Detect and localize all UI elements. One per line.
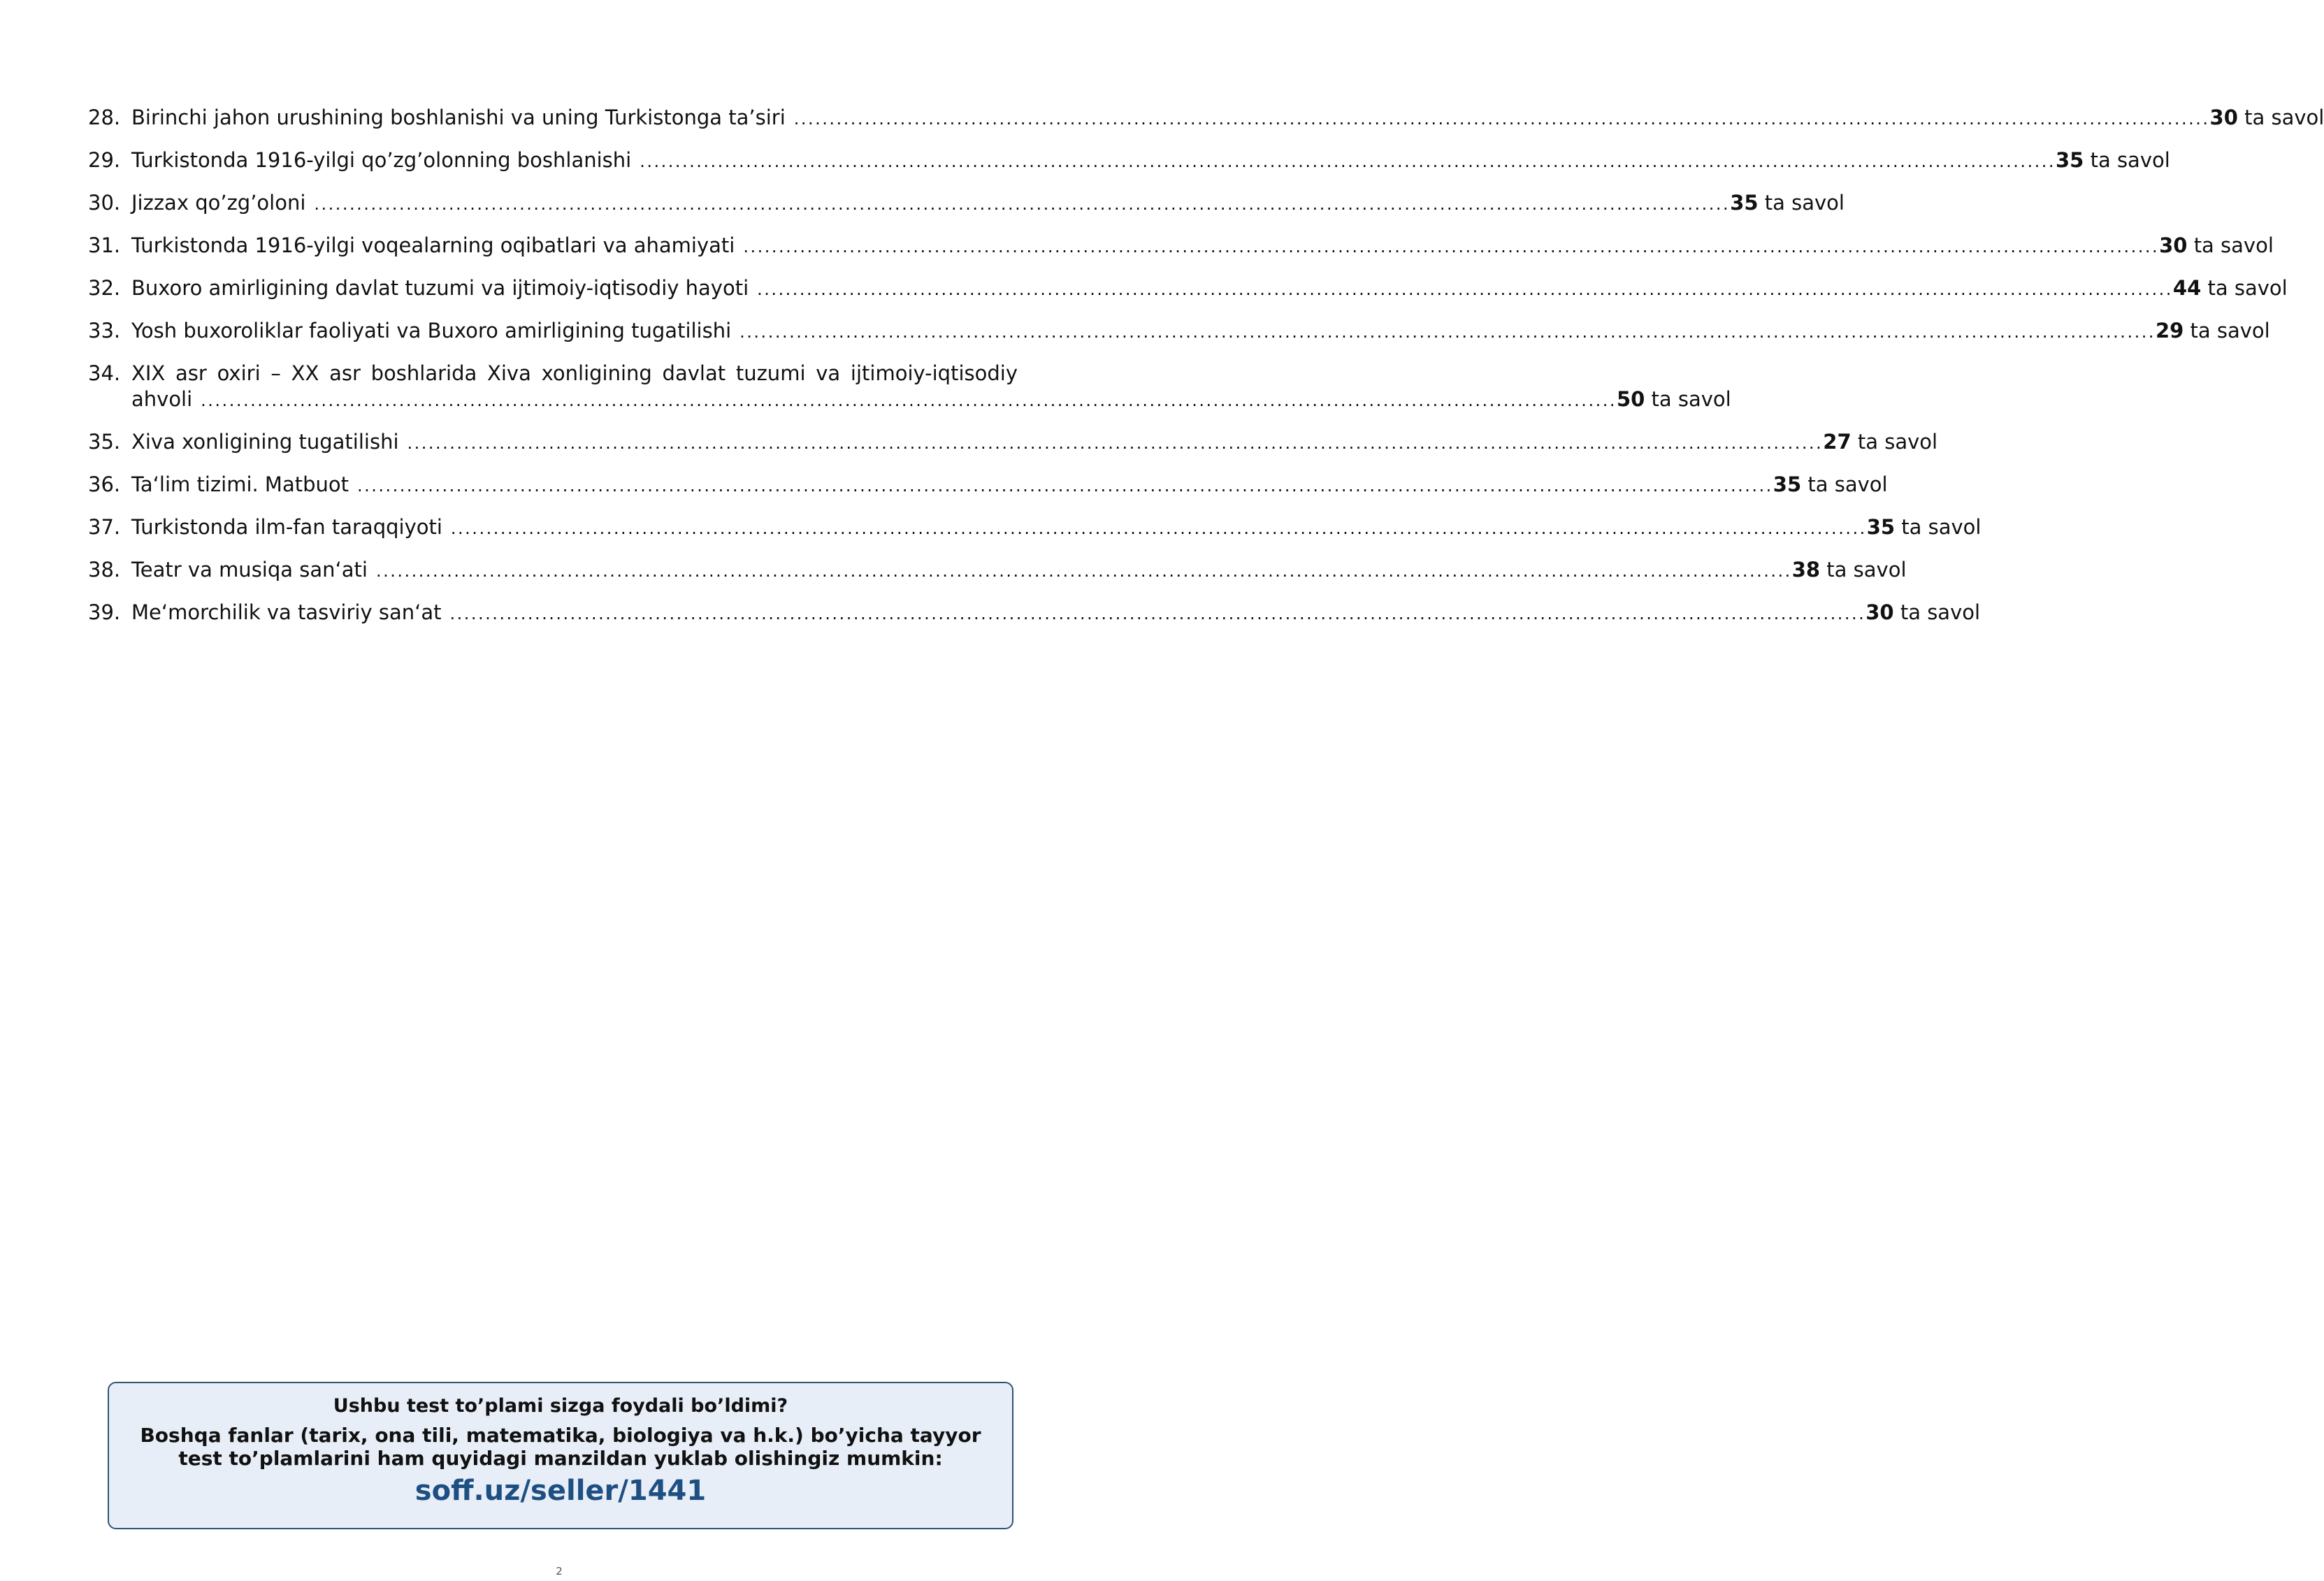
toc-item-title: Turkistonda 1916-yilgi voqealarning oqibatlari va ahamiyati [131, 233, 735, 257]
toc-item [88, 472, 1888, 499]
question-count: 44 [2172, 276, 2202, 300]
toc-item [88, 275, 2288, 303]
toc-item-title: Xiva xonligining tugatilishi [131, 430, 399, 454]
dot-leader: ........................................................................................................................................................................................................ [201, 391, 1617, 410]
toc-item-count [1823, 429, 1937, 455]
toc-item [88, 190, 1845, 217]
toc-item-count [2210, 105, 2324, 131]
count-suffix: ta savol [2193, 233, 2274, 257]
count-suffix: ta savol [2190, 319, 2270, 342]
count-suffix: ta savol [1900, 600, 1981, 624]
question-count: 35 [1773, 472, 1802, 496]
count-suffix: ta savol [1901, 515, 1982, 539]
toc-item-number: 31. [88, 233, 121, 257]
question-count: 30 [2209, 106, 2238, 129]
toc-item [88, 600, 1981, 627]
dot-leader: ........................................................................................................................................................................................................ [357, 476, 1773, 496]
toc-item-number: 28. [88, 106, 121, 129]
toc-item-count [1865, 600, 1980, 626]
question-count: 38 [1791, 558, 1821, 582]
toc-item-number: 35. [88, 430, 121, 454]
toc-item-number: 38. [88, 558, 121, 582]
dot-leader: ........................................................................................................................................................................................................ [757, 280, 2173, 299]
dot-leader: ........................................................................................................................................................................................................ [450, 519, 1867, 538]
question-count: 27 [1823, 430, 1852, 454]
promo-box [108, 1382, 1013, 1529]
dot-leader: ........................................................................................................................................................................................................ [793, 109, 2210, 129]
page-number: 2 [556, 1565, 563, 1578]
toc-item-title: Buxoro amirligining davlat tuzumi va ijtimoiy-iqtisodiy hayoti [131, 276, 749, 300]
count-suffix: ta savol [2207, 276, 2288, 300]
dot-leader: ........................................................................................................................................................................................................ [739, 322, 2156, 342]
toc-item-title-continuation: ahvoli [131, 387, 193, 411]
toc-item-title: Jizzax qo’zg’oloni [131, 191, 306, 215]
toc-item-count [2159, 233, 2274, 259]
toc-item-number: 37. [88, 515, 121, 539]
toc-item-title: Turkistonda ilm-fan taraqqiyoti [131, 515, 442, 539]
count-suffix: ta savol [1807, 472, 1888, 496]
count-suffix: ta savol [2090, 148, 2170, 172]
promo-text: Boshqa fanlar (tarix, ona tili, matematika, biologiya va h.k.) bo’yicha tayyor test to’plamlarini ham quyidagi manzildan yuklab olishingiz mumkin: [140, 1424, 981, 1470]
toc-item-count [1730, 190, 1845, 216]
toc-item-title: Turkistonda 1916-yilgi qo’zg’olonning boshlanishi [131, 148, 632, 172]
toc-item-count [1773, 472, 1888, 498]
count-suffix: ta savol [1651, 387, 1731, 411]
question-count: 35 [1730, 191, 1759, 215]
toc-item [88, 514, 1982, 542]
toc-item-title: Ta‘lim tizimi. Matbuot [131, 472, 349, 496]
toc-item-count [1792, 557, 1907, 583]
toc-item [88, 105, 2324, 132]
count-suffix: ta savol [1826, 558, 1907, 582]
toc-item-number: 39. [88, 600, 121, 624]
toc-item-title: Teatr va musiqa san‘ati [131, 558, 368, 582]
question-count: 35 [2056, 148, 2084, 172]
question-count: 30 [1865, 600, 1894, 624]
dot-leader: ........................................................................................................................................................................................................ [407, 433, 1824, 453]
toc-item-number: 34. [88, 361, 121, 385]
count-suffix: ta savol [2244, 106, 2324, 129]
toc-item [88, 429, 1938, 456]
table-of-contents [88, 105, 2324, 642]
toc-item [88, 361, 1731, 414]
promo-link[interactable]: soff.uz/seller/1441 [414, 1475, 707, 1507]
toc-item-count [2156, 318, 2270, 344]
toc-item [88, 557, 1907, 584]
toc-item-count [2056, 147, 2170, 173]
dot-leader: ........................................................................................................................................................................................................ [375, 561, 1792, 581]
promo-question: Ushbu test to’plami sizga foydali bo’ldimi? [333, 1395, 788, 1417]
toc-item-count [2173, 275, 2288, 301]
count-suffix: ta savol [1857, 430, 1938, 454]
toc-item-number: 32. [88, 276, 121, 300]
toc-item-title: XIX asr oxiri – XX asr boshlarida Xiva xonligining davlat tuzumi va ijtimoiy-iqtisodiy [131, 361, 1018, 385]
toc-item-number: 36. [88, 472, 121, 496]
toc-item-count [1617, 387, 1731, 412]
toc-item-count [1867, 514, 1982, 540]
dot-leader: ........................................................................................................................................................................................................ [640, 152, 2056, 171]
toc-item [88, 318, 2270, 345]
toc-item-number: 29. [88, 148, 121, 172]
toc-item-title: Yosh buxoroliklar faoliyati va Buxoro amirligining tugatilishi [131, 319, 732, 342]
toc-item [88, 233, 2274, 260]
toc-item-title: Birinchi jahon urushining boshlanishi va uning Turkistonga ta’siri [131, 106, 786, 129]
question-count: 29 [2155, 319, 2184, 342]
count-suffix: ta savol [1764, 191, 1845, 215]
toc-item-title: Me‘morchilik va tasviriy san‘at [131, 600, 442, 624]
toc-item-number: 33. [88, 319, 121, 342]
toc-item [88, 147, 2170, 175]
question-count: 35 [1866, 515, 1896, 539]
dot-leader: ........................................................................................................................................................................................................ [743, 237, 2160, 257]
toc-item-number: 30. [88, 191, 121, 215]
dot-leader: ........................................................................................................................................................................................................ [449, 604, 1866, 623]
dot-leader: ........................................................................................................................................................................................................ [314, 194, 1731, 214]
question-count: 30 [2159, 233, 2188, 257]
question-count: 50 [1616, 387, 1645, 411]
